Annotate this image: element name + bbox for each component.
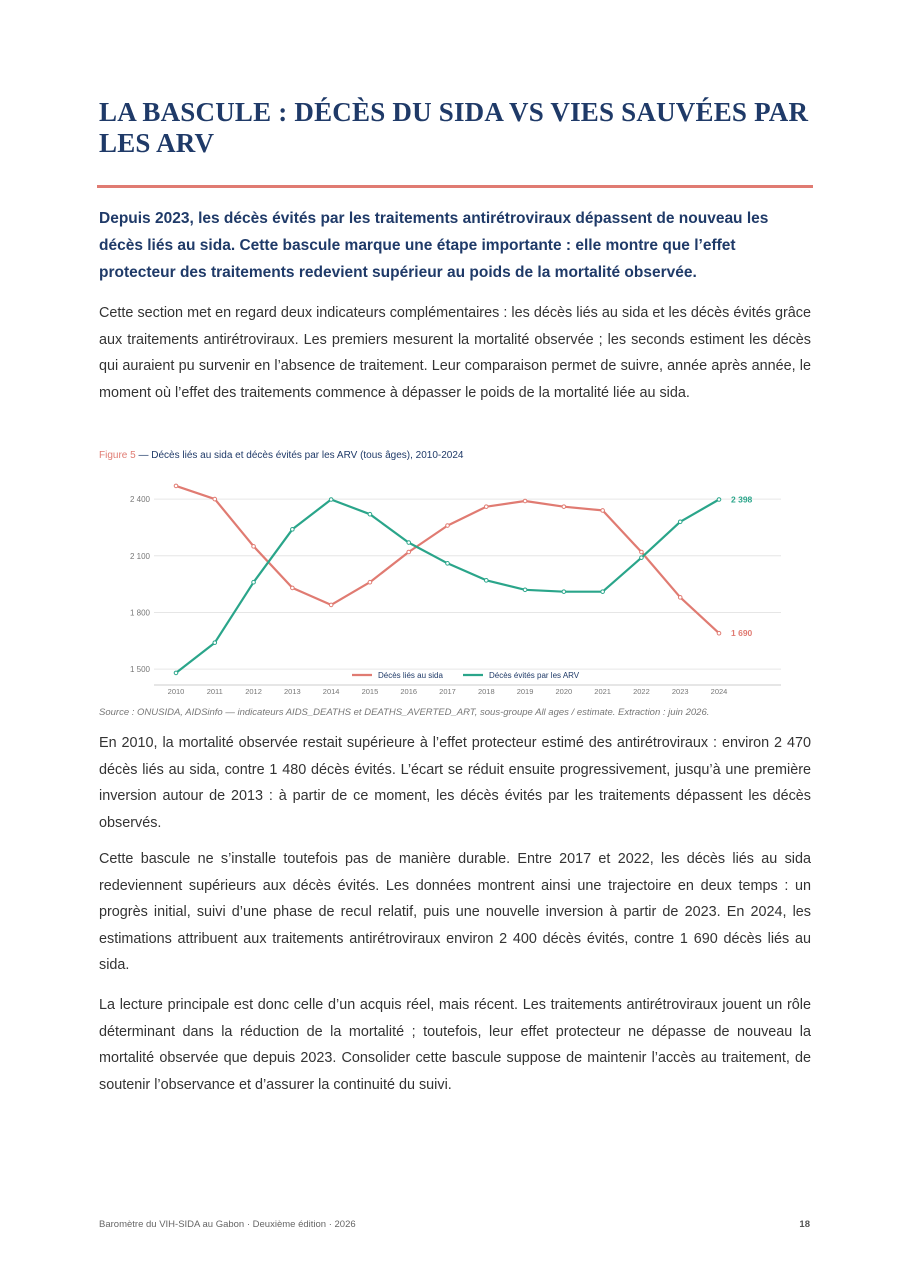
- data-point: [601, 590, 605, 594]
- legend-label: Décès liés au sida: [378, 671, 443, 680]
- data-point: [213, 497, 217, 501]
- x-tick-label: 2021: [594, 687, 611, 696]
- data-point: [601, 509, 605, 513]
- data-point: [484, 579, 488, 583]
- data-point: [368, 512, 372, 516]
- x-tick-label: 2023: [671, 687, 689, 696]
- line-chart: [99, 476, 811, 704]
- body-paragraph-2: En 2010, la mortalité observée restait supérieure à l’effet protecteur estimé des antirétroviraux : environ 2 470 décès liés au sida, contre 1 480 décès évités. L’écart se réduit ensuite progressivement, jusqu’à une première inversion autour de 2013 : à partir de ce moment, les décès évités par les traitements dépassent les décès observés.: [99, 735, 811, 831]
- legend-label: Décès évités par les ARV: [489, 671, 580, 680]
- data-point: [562, 505, 566, 509]
- data-point: [446, 524, 450, 528]
- data-point: [329, 498, 333, 502]
- x-tick-label: 2022: [633, 687, 650, 696]
- figure-caption-text: Décès liés au sida et décès évités par les ARV (tous âges), 2010-2024: [151, 450, 464, 461]
- data-point: [640, 550, 644, 554]
- data-point: [717, 631, 721, 635]
- data-point: [523, 588, 527, 592]
- data-point: [329, 603, 333, 607]
- data-point: [446, 562, 450, 566]
- body-paragraph-1: Cette section met en regard deux indicateurs complémentaires : les décès liés au sida et les décès évités grâce aux traitements antirétroviraux. Les premiers mesurent la mortalité observée ; les seconds estiment les décès qui auraient pu survenir en l’absence de traitement. Leur comparaison permet de suivre, année après année, le moment où l’effet des traitements commence à dépasser le poids de la mortalité liée au sida.: [99, 305, 811, 401]
- x-tick-label: 2020: [555, 687, 573, 696]
- data-point: [678, 520, 682, 524]
- data-point: [407, 541, 411, 545]
- data-point: [291, 586, 295, 590]
- title-divider: [97, 185, 813, 188]
- end-value-label: 1 690: [731, 628, 753, 639]
- x-tick-label: 2011: [206, 687, 223, 696]
- footer-publication: Baromètre du VIH-SIDA au Gabon · Deuxième édition · 2026: [99, 1219, 356, 1230]
- data-point: [174, 671, 178, 675]
- figure-caption: [99, 450, 463, 461]
- footer-page-number: 18: [799, 1219, 810, 1230]
- data-point: [174, 484, 178, 488]
- x-tick-label: 2010: [167, 687, 185, 696]
- body-paragraph-3: Cette bascule ne s’installe toutefois pas de manière durable. Entre 2017 et 2022, les décès liés au sida redeviennent supérieurs aux décès évités. Les données montrent ainsi une trajectoire en deux temps : un progrès initial, suivi d’une phase de recul relatif, puis une nouvelle inversion à partir de 2023. En 2024, les estimations attribuent aux traitements antirétroviraux environ 2 400 décès évités, contre 1 690 décès liés au sida.: [99, 851, 811, 974]
- page-title: LA BASCULE : DÉCÈS DU SIDA VS VIES SAUVÉES PAR LES ARV: [99, 97, 809, 158]
- data-point: [717, 498, 721, 502]
- data-point: [678, 596, 682, 600]
- figure-source: Source : ONUSIDA, AIDSinfo — indicateurs AIDS_DEATHS et DEATHS_AVERTED_ART, sous-groupe All ages / estimate. Extraction : juin 2026.: [99, 707, 710, 718]
- x-tick-label: 2019: [516, 687, 534, 696]
- lead-paragraph: Depuis 2023, les décès évités par les traitements antirétroviraux dépassent de nouveau les décès liés au sida. Cette bascule marque une étape importante : elle montre que l’effet protecteur des traitements redevient supérieur au poids de la mortalité observée.: [99, 210, 769, 281]
- x-tick-label: 2016: [400, 687, 418, 696]
- x-tick-label: 2012: [245, 687, 262, 696]
- body-paragraph-4: La lecture principale est donc celle d’un acquis réel, mais récent. Les traitements antirétroviraux jouent un rôle déterminant dans la réduction de la mortalité ; toutefois, leur effet protecteur ne dépasse de nouveau la mortalité observée que depuis 2023. Consolider cette bascule suppose de maintenir l’accès au traitement, de soutenir l’observance et d’assurer la continuité du suivi.: [99, 997, 811, 1093]
- x-tick-label: 2014: [322, 687, 340, 696]
- data-point: [291, 528, 295, 532]
- y-tick-label: 1 500: [129, 665, 150, 675]
- x-tick-label: 2024: [710, 687, 728, 696]
- x-tick-label: 2018: [477, 687, 495, 696]
- data-point: [562, 590, 566, 594]
- data-point: [368, 580, 372, 584]
- end-value-label: 2 398: [731, 494, 753, 505]
- data-point: [213, 641, 217, 645]
- x-tick-label: 2013: [284, 687, 301, 696]
- data-point: [523, 499, 527, 503]
- figure-caption-separator: —: [135, 450, 152, 461]
- x-tick-label: 2017: [439, 687, 456, 696]
- data-point: [407, 550, 411, 554]
- y-tick-label: 2 400: [129, 495, 150, 505]
- y-tick-label: 2 100: [129, 551, 150, 561]
- figure-number: Figure 5: [99, 450, 136, 461]
- x-tick-label: 2015: [361, 687, 379, 696]
- data-point: [252, 580, 256, 584]
- series-line: [176, 486, 719, 633]
- data-point: [640, 556, 644, 560]
- data-point: [252, 545, 256, 549]
- y-tick-label: 1 800: [129, 608, 150, 618]
- data-point: [484, 505, 488, 509]
